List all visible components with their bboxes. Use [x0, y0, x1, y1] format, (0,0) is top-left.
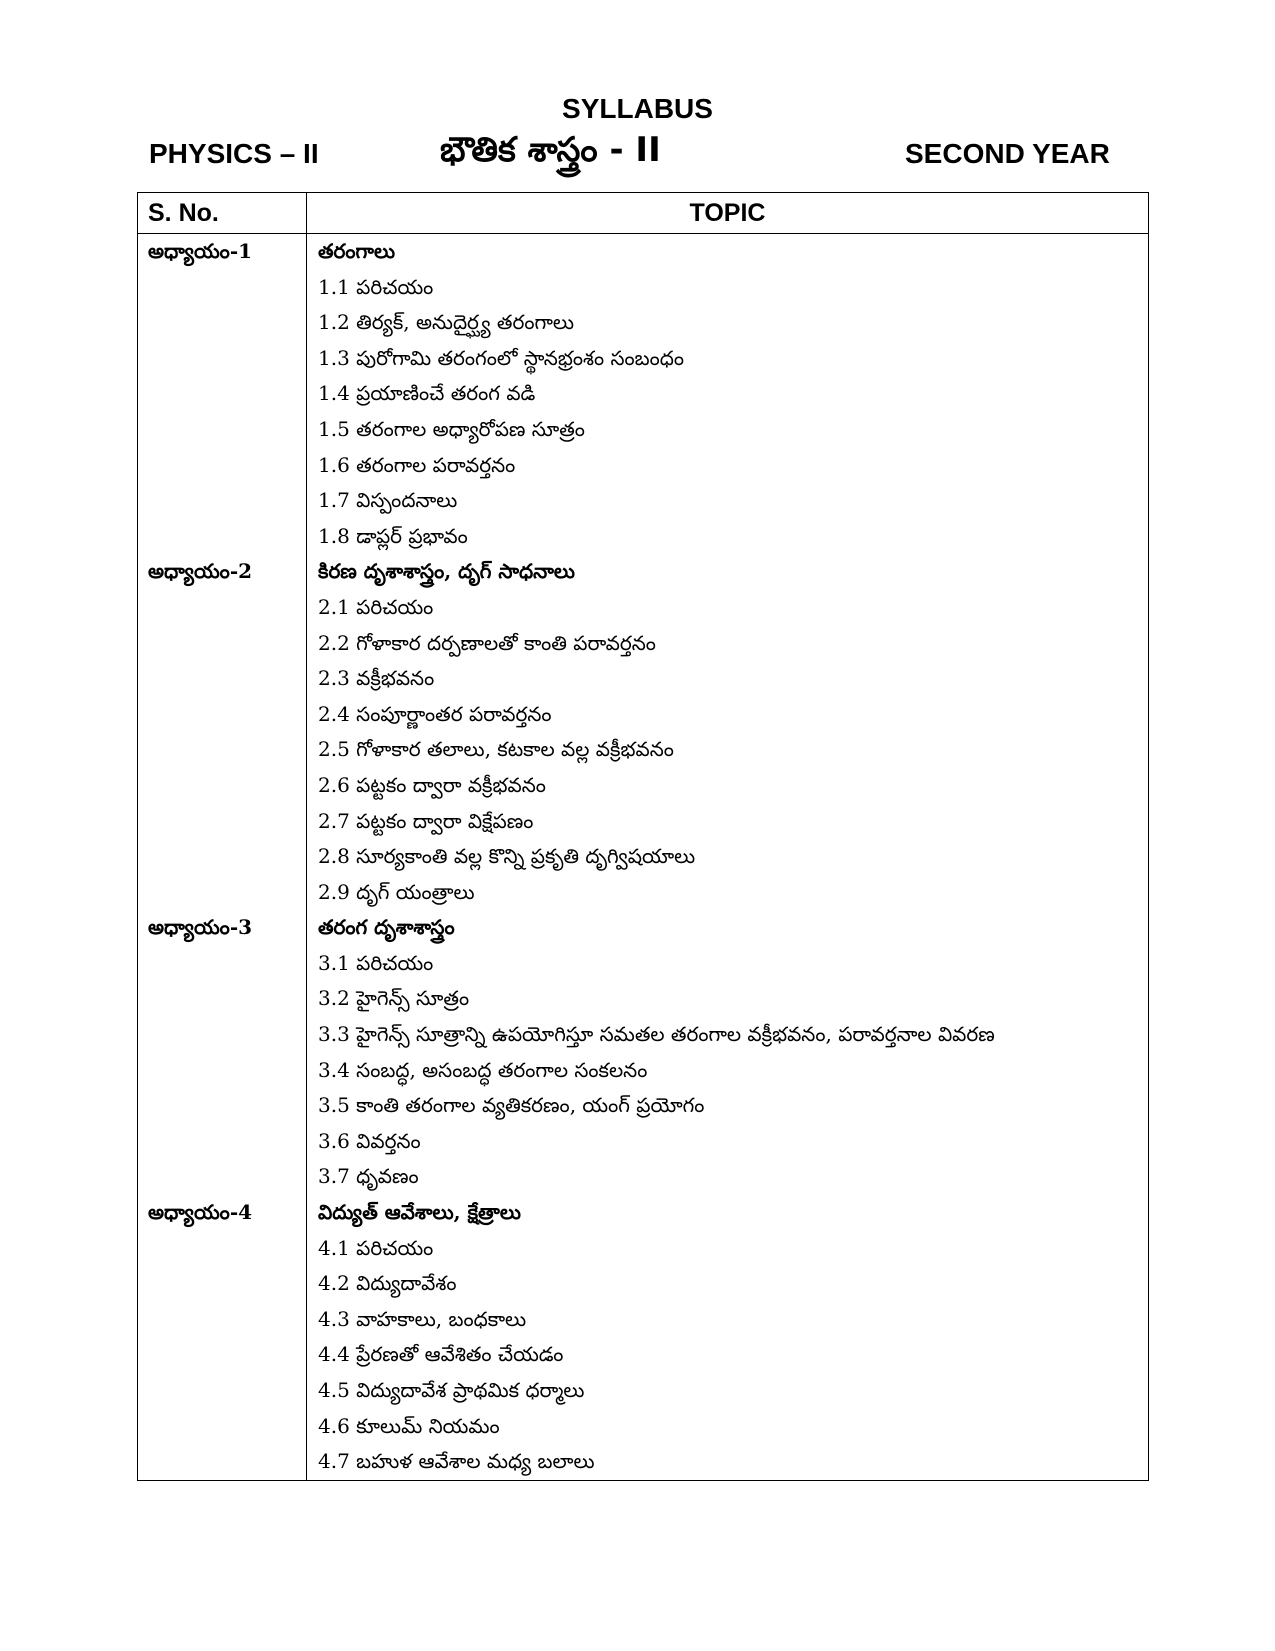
topic-item: 4.6 కూలుమ్ నియమం: [318, 1413, 500, 1438]
topic-item: 3.2 హైగెన్స్ సూత్రం: [318, 986, 470, 1011]
row-spacer: [138, 661, 306, 697]
row-spacer: [138, 483, 306, 519]
topic-item: 3.6 వివర్తనం: [318, 1128, 421, 1153]
topic-item: 1.4 ప్రయాణించే తరంగ వడి: [318, 381, 536, 406]
row-spacer: [138, 1124, 306, 1160]
chapter-label: అధ్యాయం-2: [148, 559, 253, 584]
row-spacer: [138, 519, 306, 555]
row-spacer: [138, 1337, 306, 1373]
chapter-label: అధ్యాయం-3: [148, 915, 253, 940]
row-spacer: [138, 626, 306, 662]
chapter-title: తరంగాలు: [318, 239, 396, 263]
topic-item: 2.8 సూర్యకాంతి వల్ల కొన్ని ప్రకృతి దృగ్విషయాలు: [318, 844, 696, 869]
chapter-title: తరంగ దృశాశాస్త్రం: [318, 915, 455, 940]
row-spacer: [138, 768, 306, 804]
topic-item: 4.4 ప్రేరణతో ఆవేశితం చేయడం: [318, 1342, 564, 1367]
topic-item: 1.6 తరంగాల పరావర్తనం: [318, 452, 516, 477]
topic-column: [307, 234, 1149, 1481]
row-spacer: [138, 448, 306, 484]
topic-item: 4.2 విద్యుదావేశం: [318, 1271, 457, 1296]
topic-item: 1.3 పురోగామి తరంగంలో స్థానభ్రంశం సంబంధం: [318, 345, 685, 370]
row-spacer: [138, 946, 306, 982]
topic-header: TOPIC: [307, 193, 1149, 234]
topic-item: 3.3 హైగెన్స్ సూత్రాన్ని ఉపయోగిస్తూ సమతల తరంగాల వక్రీభవనం, పరావర్తనాల వివరణ: [318, 1022, 995, 1047]
topic-item: 3.1 పరిచయం: [318, 950, 434, 975]
row-spacer: [138, 341, 306, 377]
topic-item: 2.4 సంపూర్ణాంతర పరావర్తనం: [318, 701, 552, 726]
row-spacer: [138, 1444, 306, 1480]
syllabus-title: SYLLABUS: [562, 93, 713, 124]
topic-item: 3.5 కాంతి తరంగాల వ్యతికరణం, యంగ్ ప్రయోగం: [318, 1093, 705, 1118]
topic-item: 1.2 తిర్యక్, అనుదైర్ఘ్య తరంగాలు: [318, 310, 575, 335]
sno-column: [138, 234, 307, 1481]
topic-item: 4.1 పరిచయం: [318, 1235, 434, 1260]
row-spacer: [138, 875, 306, 911]
row-spacer: [138, 1302, 306, 1338]
topic-item: 4.3 వాహకాలు, బంధకాలు: [318, 1306, 527, 1331]
topic-item: 2.5 గోళాకార తలాలు, కటకాల వల్ల వక్రీభవనం: [318, 737, 674, 762]
row-spacer: [138, 1231, 306, 1267]
topic-item: 3.4 సంబద్ధ, అసంబద్ధ తరంగాల సంకలనం: [318, 1057, 648, 1082]
year-label: SECOND YEAR: [905, 138, 1110, 169]
sno-header: S. No.: [138, 193, 307, 234]
row-spacer: [138, 1409, 306, 1445]
row-spacer: [138, 839, 306, 875]
topic-item: 1.8 డాప్లర్ ప్రభావం: [318, 523, 468, 548]
chapter-title: విద్యుత్ ఆవేశాలు, క్షేత్రాలు: [318, 1200, 521, 1225]
topic-item: 1.7 విస్పందనాలు: [318, 488, 458, 513]
subject-english: PHYSICS – II: [149, 138, 319, 169]
syllabus-table: [137, 192, 1149, 1481]
row-spacer: [138, 1088, 306, 1124]
topic-item: 2.7 పట్టకం ద్వారా విక్షేపణం: [318, 808, 534, 833]
row-spacer: [138, 1053, 306, 1089]
topic-item: 4.7 బహుళ ఆవేశాల మధ్య బలాలు: [318, 1449, 595, 1474]
topic-item: 2.6 పట్టకం ద్వారా వక్రీభవనం: [318, 772, 546, 797]
table-row: [138, 234, 1149, 1481]
chapter-label: అధ్యాయం-4: [148, 1200, 253, 1225]
row-spacer: [138, 981, 306, 1017]
topic-item: 2.1 పరిచయం: [318, 594, 434, 619]
row-spacer: [138, 1373, 306, 1409]
row-spacer: [138, 804, 306, 840]
table-header-row: [138, 193, 1149, 234]
topic-item: 1.5 తరంగాల అధ్యారోపణ సూత్రం: [318, 416, 585, 441]
topic-item: 1.1 పరిచయం: [318, 274, 434, 299]
row-spacer: [138, 412, 306, 448]
row-spacer: [138, 270, 306, 306]
chapter-title: కిరణ దృశాశాస్త్రం, దృగ్ సాధనాలు: [318, 559, 575, 584]
page-header: [0, 0, 1275, 190]
row-spacer: [138, 376, 306, 412]
chapter-label: అధ్యాయం-1: [148, 239, 253, 263]
row-spacer: [138, 1017, 306, 1053]
row-spacer: [138, 732, 306, 768]
topic-item: 3.7 ధృవణం: [318, 1164, 419, 1189]
topic-item: 2.2 గోళాకార దర్పణాలతో కాంతి పరావర్తనం: [318, 630, 656, 655]
topic-item: 2.9 దృగ్ యంత్రాలు: [318, 879, 475, 904]
row-spacer: [138, 697, 306, 733]
subject-telugu: భౌతిక శాస్త్రం - II: [440, 130, 661, 170]
row-spacer: [138, 1159, 306, 1195]
row-spacer: [138, 590, 306, 626]
topic-item: 2.3 వక్రీభవనం: [318, 666, 435, 691]
row-spacer: [138, 305, 306, 341]
topic-item: 4.5 విద్యుదావేశ ప్రాథమిక ధర్మాలు: [318, 1378, 585, 1402]
row-spacer: [138, 1266, 306, 1302]
